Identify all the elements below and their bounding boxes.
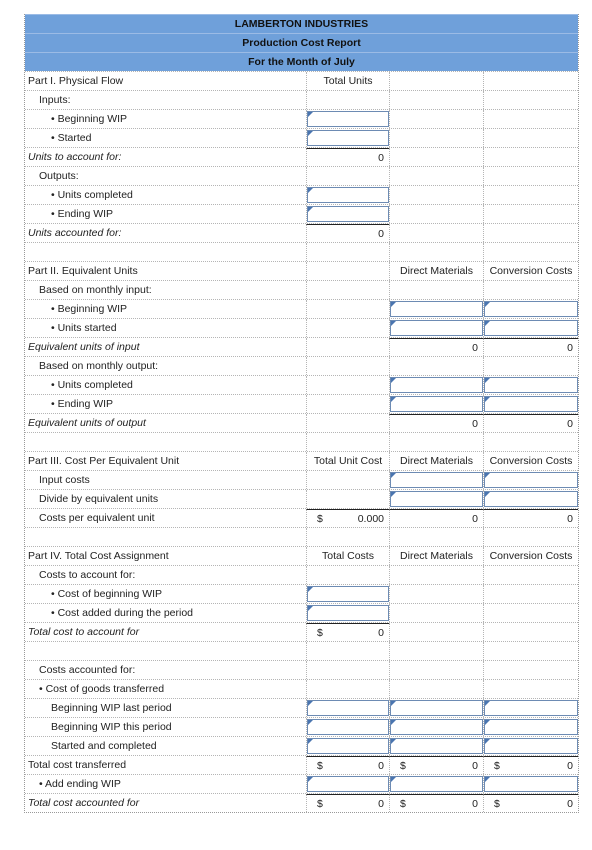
output-basis-row xyxy=(25,356,578,375)
part4-title: Part IV. Total Cost Assignment xyxy=(28,550,169,562)
costs-accounted-row xyxy=(25,660,578,679)
p2-cc-header: Conversion Costs xyxy=(489,265,573,277)
divide-cc-input[interactable] xyxy=(484,491,578,507)
started-completed-total-input[interactable] xyxy=(307,738,389,754)
p2-ending-dm-input[interactable] xyxy=(390,396,483,412)
part1-title: Part I. Physical Flow xyxy=(28,75,124,87)
p2-ending-label: • Ending WIP xyxy=(51,398,114,410)
inputs-row xyxy=(25,90,578,109)
eq-output-row xyxy=(25,413,578,432)
costs-to-account-label: Costs to account for: xyxy=(39,569,136,581)
beg-last-total-input[interactable] xyxy=(307,700,389,716)
p1-started-row xyxy=(25,128,578,147)
add-ending-label: • Add ending WIP xyxy=(39,778,121,790)
p4-total-header: Total Costs xyxy=(322,550,374,562)
dollar-sign: $ xyxy=(494,798,500,810)
add-ending-total-input[interactable] xyxy=(307,776,389,792)
p1-completed-units-input[interactable] xyxy=(307,187,389,203)
p3-cc-header: Conversion Costs xyxy=(489,455,573,467)
costs-accounted-label: Costs accounted for: xyxy=(39,664,136,676)
add-ending-dm-input[interactable] xyxy=(390,776,483,792)
input-costs-cc-input[interactable] xyxy=(484,472,578,488)
p4-cc-header: Conversion Costs xyxy=(489,550,573,562)
beg-this-dm-input[interactable] xyxy=(390,719,483,735)
add-ending-cc-input[interactable] xyxy=(484,776,578,792)
units-accounted-row xyxy=(25,223,578,242)
units-accounted-label: Units accounted for: xyxy=(28,227,122,239)
p2-beg-wip-dm-input[interactable] xyxy=(390,301,483,317)
eq-input-row xyxy=(25,337,578,356)
p3-dm-header: Direct Materials xyxy=(400,455,473,467)
cogt-row xyxy=(25,679,578,698)
beg-this-label: Beginning WIP this period xyxy=(51,721,172,733)
p2-started-row xyxy=(25,318,578,337)
input-basis-row xyxy=(25,280,578,299)
beg-last-row xyxy=(25,698,578,717)
part3-title-row xyxy=(25,451,578,470)
production-cost-report-sheet xyxy=(24,14,579,813)
dollar-sign: $ xyxy=(317,798,323,810)
eq-input-label: Equivalent units of input xyxy=(28,341,140,353)
report-title-row xyxy=(25,33,578,52)
p2-completed-cc-input[interactable] xyxy=(484,377,578,393)
beg-wip-cost-input[interactable] xyxy=(307,586,389,602)
started-completed-label: Started and completed xyxy=(51,740,157,752)
accounted-dm-value: 0 xyxy=(472,798,478,810)
inputs-label: Inputs: xyxy=(39,94,71,106)
cost-added-input[interactable] xyxy=(307,605,389,621)
p2-started-cc-input[interactable] xyxy=(484,320,578,336)
p1-started-units-input[interactable] xyxy=(307,130,389,146)
dollar-sign: $ xyxy=(494,760,500,772)
p1-ending-label: • Ending WIP xyxy=(51,208,114,220)
beg-this-row xyxy=(25,717,578,736)
total-transferred-row xyxy=(25,755,578,774)
part2-title-row xyxy=(25,261,578,280)
cost-added-row xyxy=(25,603,578,622)
total-to-account-label: Total cost to account for xyxy=(28,626,140,638)
p2-completed-label: • Units completed xyxy=(51,379,133,391)
total-transferred-label: Total cost transferred xyxy=(28,759,127,771)
beg-last-label: Beginning WIP last period xyxy=(51,702,172,714)
total-accounted-row xyxy=(25,793,578,812)
dollar-sign: $ xyxy=(400,798,406,810)
units-to-account-label: Units to account for: xyxy=(28,151,122,163)
eq-output-dm-value: 0 xyxy=(472,418,478,430)
company-name: LAMBERTON INDUSTRIES xyxy=(234,18,369,30)
total-to-account-row xyxy=(25,622,578,641)
report-title: Production Cost Report xyxy=(242,37,361,49)
units-to-account-row xyxy=(25,147,578,166)
p1-beg-wip-row xyxy=(25,109,578,128)
part1-title-row xyxy=(25,71,578,90)
spacer-row xyxy=(25,641,578,660)
cost-per-row xyxy=(25,508,578,527)
divide-label: Divide by equivalent units xyxy=(39,493,159,505)
units-to-account-value: 0 xyxy=(378,152,384,164)
spacer-row xyxy=(25,242,578,261)
transferred-cc-value: 0 xyxy=(567,760,573,772)
accounted-total-value: 0 xyxy=(378,798,384,810)
p1-completed-row xyxy=(25,185,578,204)
part4-title-row xyxy=(25,546,578,565)
p2-completed-row xyxy=(25,375,578,394)
eq-output-label: Equivalent units of output xyxy=(28,417,146,429)
input-costs-row xyxy=(25,470,578,489)
p2-beg-wip-cc-input[interactable] xyxy=(484,301,578,317)
part3-title: Part III. Cost Per Equivalent Unit xyxy=(28,455,180,467)
cost-per-label: Costs per equivalent unit xyxy=(39,512,155,524)
company-title-row xyxy=(25,14,578,33)
beg-this-cc-input[interactable] xyxy=(484,719,578,735)
started-completed-dm-input[interactable] xyxy=(390,738,483,754)
dollar-sign: $ xyxy=(317,627,323,639)
output-basis-label: Based on monthly output: xyxy=(39,360,159,372)
report-period: For the Month of July xyxy=(248,56,355,68)
input-costs-dm-input[interactable] xyxy=(390,472,483,488)
input-basis-label: Based on monthly input: xyxy=(39,284,152,296)
eq-input-dm-value: 0 xyxy=(472,342,478,354)
started-completed-cc-input[interactable] xyxy=(484,738,578,754)
period-row xyxy=(25,52,578,71)
accounted-cc-value: 0 xyxy=(567,798,573,810)
spacer-row xyxy=(25,527,578,546)
dollar-sign: $ xyxy=(400,760,406,772)
dollar-sign: $ xyxy=(317,760,323,772)
eq-input-cc-value: 0 xyxy=(567,342,573,354)
dollar-sign: $ xyxy=(317,513,323,525)
beg-wip-cost-label: • Cost of beginning WIP xyxy=(51,588,163,600)
total-to-account-value: 0 xyxy=(378,627,384,639)
p2-beg-wip-label: • Beginning WIP xyxy=(51,303,128,315)
transferred-dm-value: 0 xyxy=(472,760,478,772)
costs-to-account-row xyxy=(25,565,578,584)
beg-last-dm-input[interactable] xyxy=(390,700,483,716)
input-costs-label: Input costs xyxy=(39,474,90,486)
add-ending-row xyxy=(25,774,578,793)
beg-this-total-input[interactable] xyxy=(307,719,389,735)
cost-per-total-value: 0.000 xyxy=(357,513,384,525)
p2-started-label: • Units started xyxy=(51,322,117,334)
p2-ending-cc-input[interactable] xyxy=(484,396,578,412)
outputs-label: Outputs: xyxy=(39,170,79,182)
total-accounted-label: Total cost accounted for xyxy=(28,797,140,809)
eq-output-cc-value: 0 xyxy=(567,418,573,430)
total-units-header: Total Units xyxy=(323,75,373,87)
p2-beg-wip-row xyxy=(25,299,578,318)
spacer-row xyxy=(25,432,578,451)
p1-beg-wip-label: • Beginning WIP xyxy=(51,113,128,125)
part2-title: Part II. Equivalent Units xyxy=(28,265,138,277)
p1-ending-row xyxy=(25,204,578,223)
p2-completed-dm-input[interactable] xyxy=(390,377,483,393)
cogt-label: • Cost of goods transferred xyxy=(39,683,165,695)
transferred-total-value: 0 xyxy=(378,760,384,772)
p2-dm-header: Direct Materials xyxy=(400,265,473,277)
divide-row xyxy=(25,489,578,508)
divide-dm-input[interactable] xyxy=(390,491,483,507)
cost-added-label: • Cost added during the period xyxy=(51,607,194,619)
p1-beg-wip-units-input[interactable] xyxy=(307,111,389,127)
beg-last-cc-input[interactable] xyxy=(484,700,578,716)
p2-started-dm-input[interactable] xyxy=(390,320,483,336)
p4-dm-header: Direct Materials xyxy=(400,550,473,562)
p1-completed-label: • Units completed xyxy=(51,189,133,201)
p2-ending-row xyxy=(25,394,578,413)
cost-per-cc-value: 0 xyxy=(567,513,573,525)
beg-wip-cost-row xyxy=(25,584,578,603)
cost-per-dm-value: 0 xyxy=(472,513,478,525)
started-completed-row xyxy=(25,736,578,755)
p3-total-header: Total Unit Cost xyxy=(313,455,383,467)
p1-started-label: • Started xyxy=(51,132,92,144)
units-accounted-value: 0 xyxy=(378,228,384,240)
outputs-row xyxy=(25,166,578,185)
p1-ending-units-input[interactable] xyxy=(307,206,389,222)
